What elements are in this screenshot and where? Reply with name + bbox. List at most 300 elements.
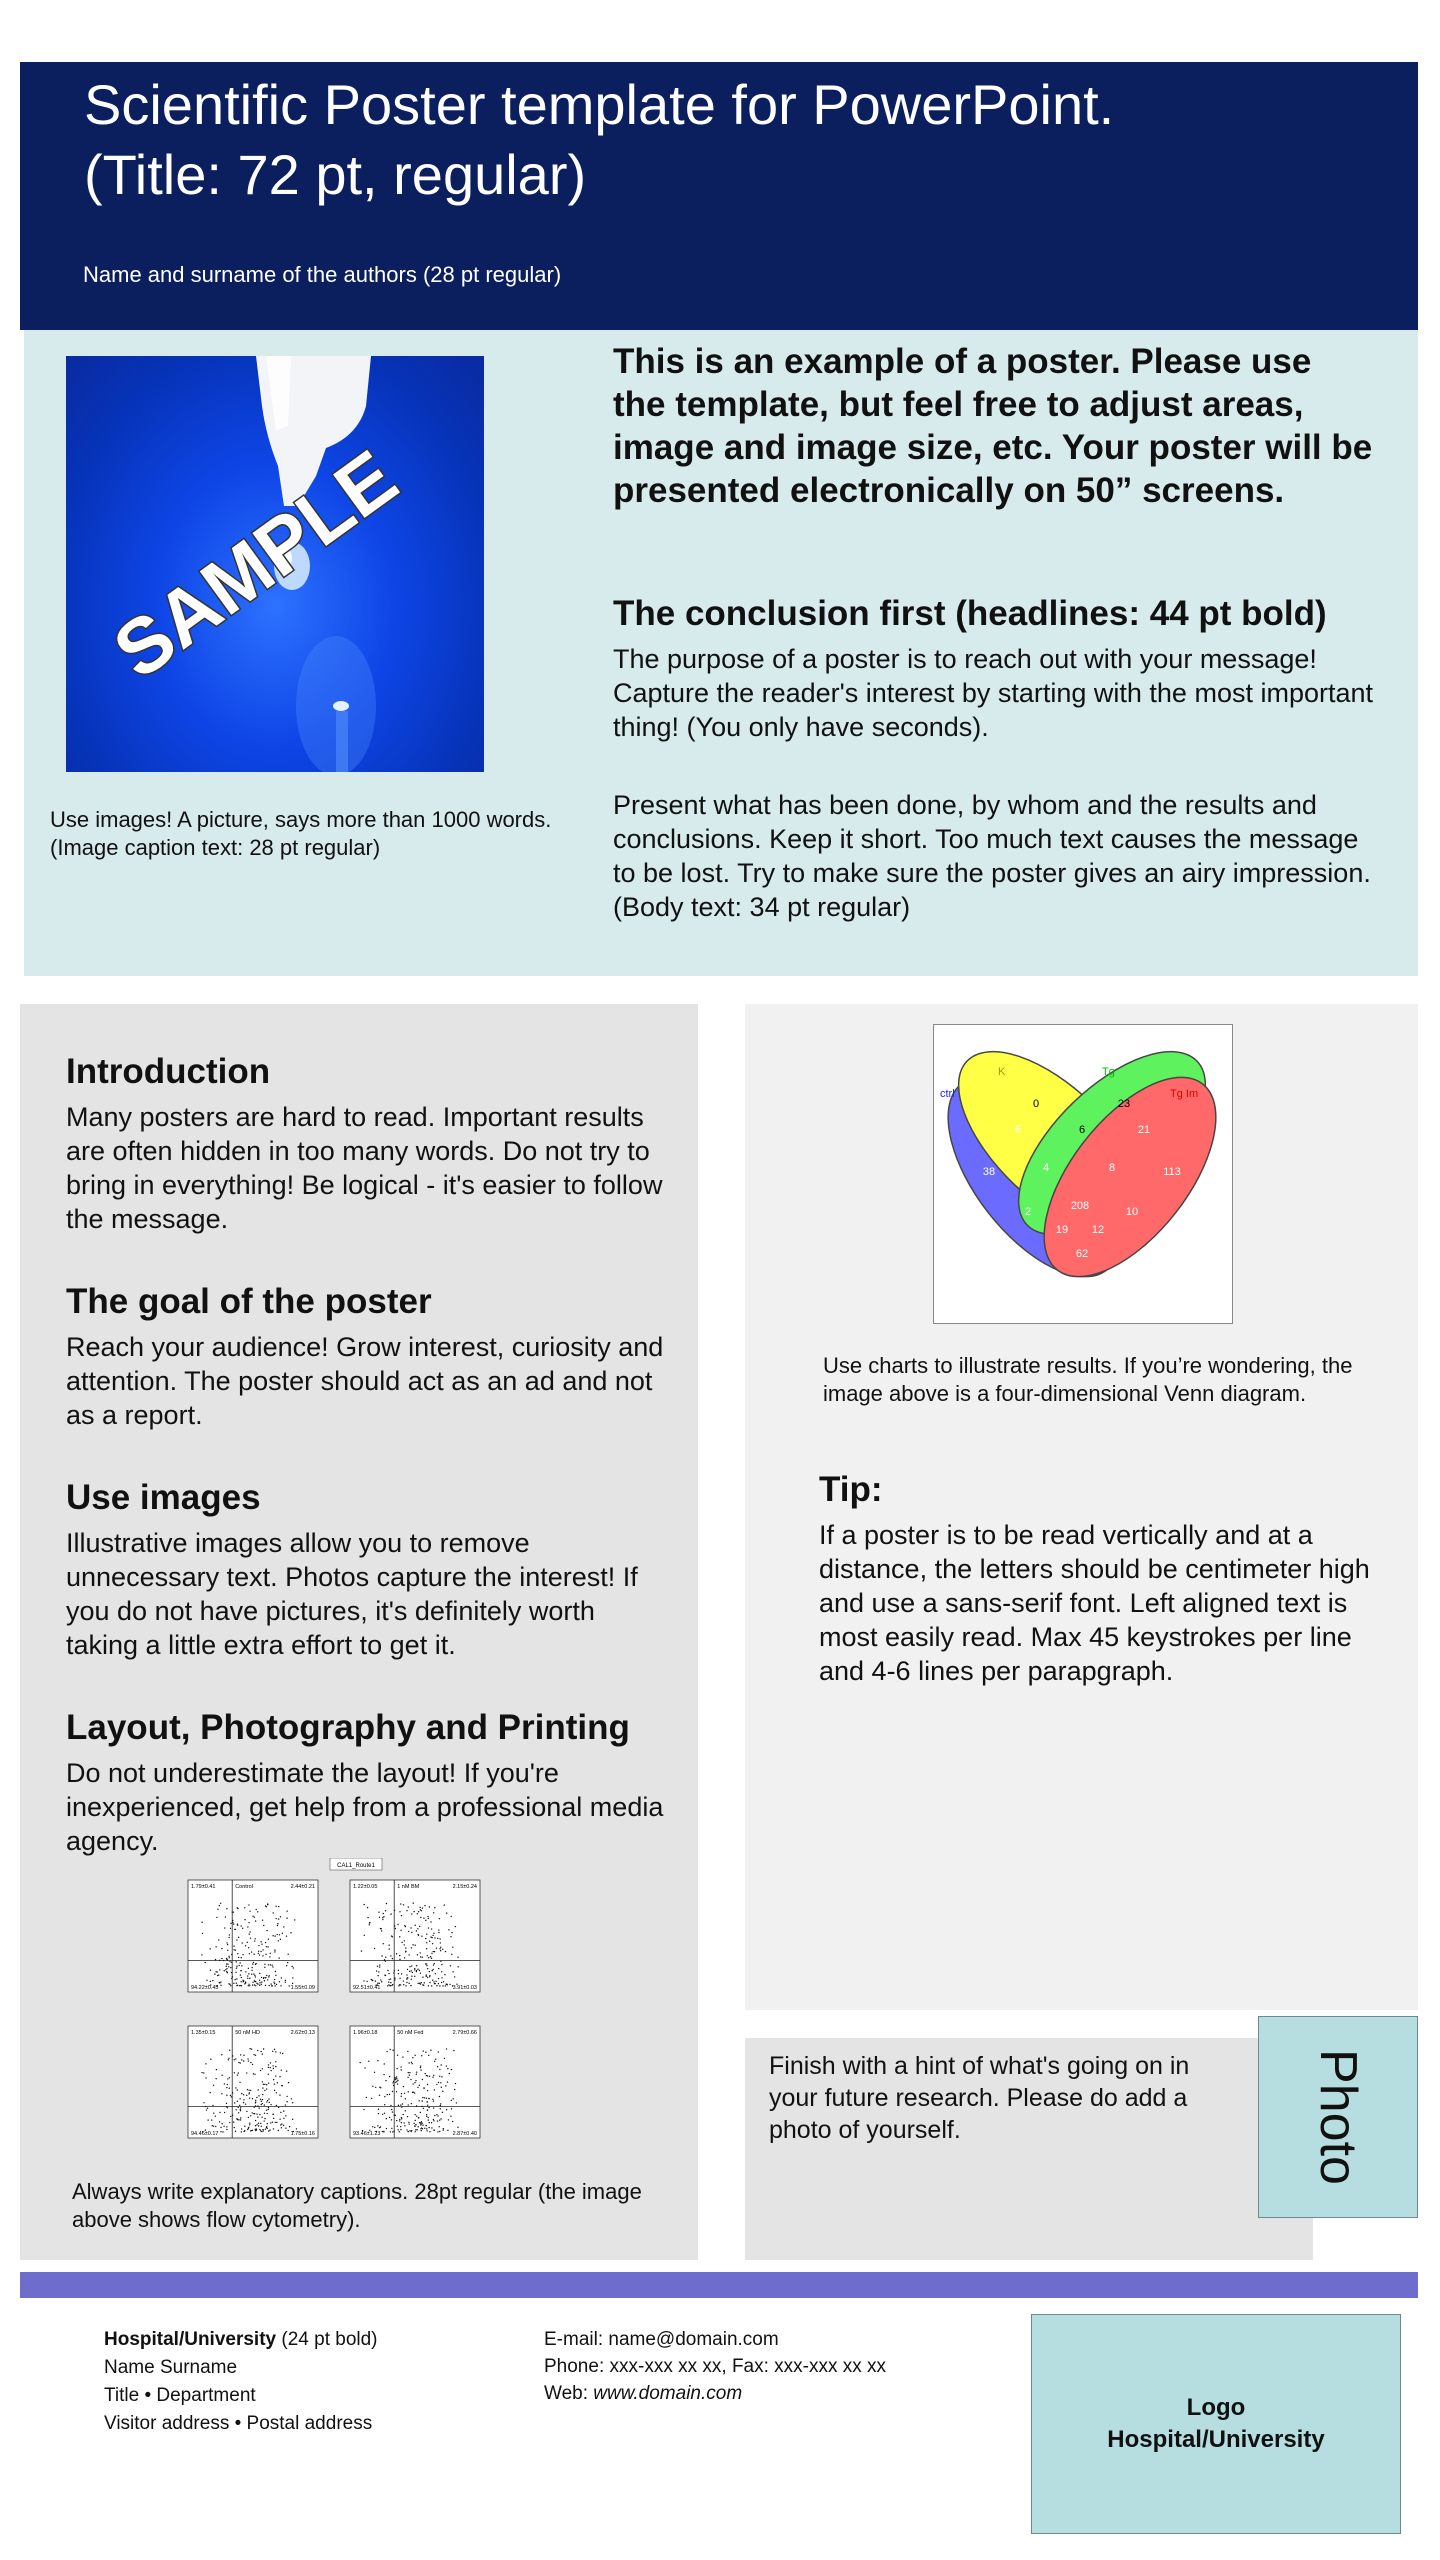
flow-event-dot (231, 1954, 232, 1955)
flow-event-dot (412, 1972, 413, 1973)
flow-event-dot (444, 1974, 445, 1975)
flow-quadrant-value: 1.96±0.18 (353, 2030, 378, 2036)
flow-event-dot (239, 1962, 240, 1963)
flow-event-dot (431, 1958, 432, 1959)
flow-event-dot (259, 2107, 260, 2108)
flow-event-dot (397, 2129, 398, 2130)
flow-event-dot (423, 2087, 424, 2088)
flow-event-dot (210, 1981, 211, 1982)
flow-panel-frame (188, 2026, 318, 2138)
flow-event-dot (422, 2125, 423, 2126)
flow-event-dot (275, 1975, 276, 1976)
flow-event-dot (257, 1983, 258, 1984)
flow-event-dot (405, 1926, 406, 1927)
flow-event-dot (229, 2077, 230, 2078)
flow-event-dot (363, 1980, 364, 1981)
flow-event-dot (267, 1946, 268, 1947)
flow-event-dot (426, 2101, 427, 2102)
venn-count-tgim-only: 113 (1163, 1166, 1181, 1178)
flow-event-dot (226, 1963, 227, 1964)
flow-event-dot (230, 1928, 231, 1929)
flow-event-dot (417, 1983, 418, 1984)
flow-event-dot (420, 1956, 421, 1957)
future-research-box (745, 2038, 1313, 2260)
flow-event-dot (422, 2100, 423, 2101)
flow-event-dot (238, 2107, 239, 2108)
flow-event-dot (409, 1966, 410, 1967)
flow-event-dot (242, 1980, 243, 1981)
goal-heading: The goal of the poster (66, 1282, 432, 1321)
flow-event-dot (266, 1930, 267, 1931)
flow-event-dot (399, 2131, 400, 2132)
flow-event-dot (279, 1934, 280, 1935)
flow-event-dot (379, 1964, 380, 1965)
flow-event-dot (387, 2094, 388, 2095)
flow-event-dot (440, 2082, 441, 2083)
flow-event-dot (410, 1985, 411, 1986)
flow-event-dot (384, 2104, 385, 2105)
flow-event-dot (272, 1966, 273, 1967)
flow-event-dot (420, 2065, 421, 2066)
footer-address: Visitor address • Postal address (104, 2413, 373, 2434)
flow-event-dot (400, 1930, 401, 1931)
flow-event-dot (296, 2128, 297, 2129)
flow-event-dot (418, 1911, 419, 1912)
flow-event-dot (267, 2123, 268, 2124)
flow-event-dot (452, 2098, 453, 2099)
flow-event-dot (411, 1979, 412, 1980)
flow-event-dot (411, 1965, 412, 1966)
flow-event-dot (426, 1933, 427, 1934)
flow-event-dot (450, 1916, 451, 1917)
flow-event-dot (439, 2096, 440, 2097)
flow-event-dot (240, 1974, 241, 1975)
flow-event-dot (382, 1917, 383, 1918)
flow-event-dot (429, 2122, 430, 2123)
flow-event-dot (255, 2100, 256, 2101)
flow-event-dot (414, 1969, 415, 1970)
flow-event-dot (226, 2106, 227, 2107)
flow-event-dot (248, 1973, 249, 1974)
flow-event-dot (382, 1919, 383, 1920)
flow-event-dot (259, 1980, 260, 1981)
flow-event-dot (447, 2068, 448, 2069)
flow-event-dot (371, 2098, 372, 2099)
flow-event-dot (427, 2105, 428, 2106)
flow-event-dot (248, 1922, 249, 1923)
flow-event-dot (409, 2072, 410, 2073)
flow-event-dot (264, 2084, 265, 2085)
flow-event-dot (440, 2103, 441, 2104)
flow-event-dot (281, 2127, 282, 2128)
flow-event-dot (390, 1985, 391, 1986)
flow-event-dot (414, 1945, 415, 1946)
flow-event-dot (253, 2113, 254, 2114)
dropper-illustration (66, 356, 484, 772)
flow-event-dot (226, 1942, 227, 1943)
flow-event-dot (265, 1977, 266, 1978)
flow-event-dot (440, 1947, 441, 1948)
flow-event-dot (400, 2066, 401, 2067)
flow-event-dot (248, 1984, 249, 1985)
flow-event-dot (438, 2082, 439, 2083)
flow-event-dot (228, 2058, 229, 2059)
venn-count-k-only: 0 (1032, 1098, 1040, 1110)
flow-event-dot (258, 2125, 259, 2126)
flow-event-dot (385, 2080, 386, 2081)
flow-event-dot (262, 1955, 263, 1956)
flow-event-dot (264, 1964, 265, 1965)
flow-event-dot (454, 2089, 455, 2090)
flow-event-dot (439, 1985, 440, 1986)
flow-event-dot (226, 2129, 227, 2130)
flow-event-dot (241, 2093, 242, 2094)
footer-phone: Phone: xxx-xxx xx xx, Fax: xxx-xxx xx xx (544, 2356, 887, 2377)
footer-email[interactable]: E-mail: name@domain.com (544, 2329, 779, 2350)
flow-event-dot (377, 1975, 378, 1976)
flow-event-dot (433, 1933, 434, 1934)
flow-event-dot (206, 2109, 207, 2110)
flow-event-dot (431, 1937, 432, 1938)
flow-event-dot (219, 2112, 220, 2113)
flow-quadrant-value: 1.22±0.05 (353, 1884, 378, 1890)
flow-quadrant-value: 3.91±0.03 (452, 1985, 477, 1991)
logo-box (1031, 2314, 1401, 2534)
flow-event-dot (264, 2090, 265, 2091)
flow-event-dot (264, 2104, 265, 2105)
flow-event-dot (257, 2116, 258, 2117)
flow-event-dot (226, 2087, 227, 2088)
flow-event-dot (249, 1953, 250, 1954)
flow-event-dot (226, 2126, 227, 2127)
flow-event-dot (250, 2062, 251, 2063)
flow-event-dot (272, 1935, 273, 1936)
flow-event-dot (243, 2102, 244, 2103)
flow-event-dot (275, 2122, 276, 2123)
flow-event-dot (233, 1945, 234, 1946)
flow-quadrant-value: 1.79±0.41 (191, 1884, 216, 1890)
flow-event-dot (236, 1967, 237, 1968)
flow-event-dot (402, 2103, 403, 2104)
flow-event-dot (436, 2114, 437, 2115)
flow-event-dot (240, 2054, 241, 2055)
flow-event-dot (428, 1927, 429, 1928)
flow-event-dot (389, 1948, 390, 1949)
flow-event-dot (455, 2083, 456, 2084)
flow-event-dot (265, 1954, 266, 1955)
flow-event-dot (248, 1947, 249, 1948)
flow-event-dot (415, 2120, 416, 2121)
flow-event-dot (268, 2064, 269, 2065)
flow-event-dot (249, 2124, 250, 2125)
flow-event-dot (403, 2122, 404, 2123)
flow-event-dot (290, 1932, 291, 1933)
flow-event-dot (379, 2087, 380, 2088)
flow-event-dot (397, 2054, 398, 2055)
flow-event-dot (382, 2131, 383, 2132)
flow-event-dot (235, 1972, 236, 1973)
flow-event-dot (437, 1938, 438, 1939)
flow-event-dot (248, 1985, 249, 1986)
flow-event-dot (381, 1955, 382, 1956)
flow-event-dot (250, 1938, 251, 1939)
flow-event-dot (364, 2067, 365, 2068)
flow-event-dot (446, 2065, 447, 2066)
flow-event-dot (249, 1933, 250, 1934)
flow-event-dot (286, 2096, 287, 2097)
flow-event-dot (431, 1985, 432, 1986)
flow-event-dot (217, 1975, 218, 1976)
flow-event-dot (260, 1941, 261, 1942)
flow-event-dot (283, 2118, 284, 2119)
flow-event-dot (218, 1939, 219, 1940)
flow-event-dot (430, 1956, 431, 1957)
flow-event-dot (256, 2097, 257, 2098)
flow-event-dot (438, 1932, 439, 1933)
flow-event-dot (222, 2131, 223, 2132)
flow-event-dot (430, 1921, 431, 1922)
flow-event-dot (433, 1951, 434, 1952)
flow-event-dot (421, 1982, 422, 1983)
flow-event-dot (420, 1952, 421, 1953)
footer-web-line (544, 2380, 886, 2407)
flow-event-dot (420, 2112, 421, 2113)
flow-quadrant-value: 92.51±0.41 (353, 1985, 381, 1991)
flow-event-dot (242, 1928, 243, 1929)
flow-event-dot (262, 2094, 263, 2095)
flow-event-dot (427, 1916, 428, 1917)
flow-event-dot (433, 2119, 434, 2120)
flow-event-dot (259, 2114, 260, 2115)
flow-event-dot (220, 1985, 221, 1986)
flow-event-dot (232, 1976, 233, 1977)
flow-event-dot (220, 1903, 221, 1904)
flow-event-dot (263, 2130, 264, 2131)
flow-event-dot (277, 2082, 278, 2083)
flow-event-dot (287, 2130, 288, 2131)
flow-event-dot (423, 2050, 424, 2051)
flow-event-dot (392, 2131, 393, 2132)
flow-event-dot (400, 2129, 401, 2130)
flow-event-dot (399, 1978, 400, 1979)
sample-watermark: SAMPLE (97, 433, 413, 696)
flow-event-dot (367, 1907, 368, 1908)
venn-count-ctrl-k: 6 (1014, 1124, 1022, 1136)
flow-event-dot (428, 2117, 429, 2118)
flow-event-dot (430, 2050, 431, 2051)
footer-web-link[interactable]: www.domain.com (593, 2383, 743, 2404)
flow-event-dot (243, 2055, 244, 2056)
flow-event-dot (253, 2073, 254, 2074)
flow-event-dot (437, 2131, 438, 2132)
footer-divider (20, 2272, 1418, 2298)
flow-event-dot (440, 1961, 441, 1962)
flow-panel-label: Control (235, 1884, 253, 1890)
flow-event-dot (388, 1945, 389, 1946)
flow-event-dot (236, 1961, 237, 1962)
flow-event-dot (267, 1979, 268, 1980)
flow-event-dot (402, 2056, 403, 2057)
flow-event-dot (385, 1956, 386, 1957)
flow-event-dot (384, 1975, 385, 1976)
flow-event-dot (228, 1937, 229, 1938)
flow-event-dot (399, 1936, 400, 1937)
flow-event-dot (241, 1942, 242, 1943)
flow-event-dot (408, 1954, 409, 1955)
flow-event-dot (274, 2090, 275, 2091)
flow-event-dot (417, 2126, 418, 2127)
flow-event-dot (405, 1985, 406, 1986)
flow-quadrant-value: 93.46±1.23 (353, 2131, 381, 2137)
flow-event-dot (225, 1969, 226, 1970)
flow-event-dot (213, 2125, 214, 2126)
flow-event-dot (272, 2122, 273, 2123)
flow-event-dot (251, 1970, 252, 1971)
flow-event-dot (431, 1953, 432, 1954)
flow-event-dot (381, 1928, 382, 1929)
venn-count-k-tg: 6 (1078, 1124, 1086, 1136)
flow-event-dot (213, 2113, 214, 2114)
left-column (20, 1004, 698, 2260)
flow-event-dot (215, 1971, 216, 1972)
flow-event-dot (292, 1983, 293, 1984)
flow-event-dot (440, 2118, 441, 2119)
flow-event-dot (234, 2127, 235, 2128)
flow-event-dot (268, 1939, 269, 1940)
flow-event-dot (433, 2130, 434, 2131)
flow-event-dot (375, 2087, 376, 2088)
flow-event-dot (431, 1928, 432, 1929)
flow-event-dot (403, 1984, 404, 1985)
flow-event-dot (404, 2125, 405, 2126)
flow-event-dot (273, 2079, 274, 2080)
flow-event-dot (250, 2090, 251, 2091)
flow-event-dot (267, 2109, 268, 2110)
flow-event-dot (366, 1981, 367, 1982)
flow-event-dot (401, 1915, 402, 1916)
flow-event-dot (274, 2083, 275, 2084)
flow-event-dot (389, 2094, 390, 2095)
flow-event-dot (388, 1973, 389, 1974)
flow-event-dot (403, 1944, 404, 1945)
flow-event-dot (443, 2129, 444, 2130)
venn-count-tg-only: 23 (1117, 1098, 1131, 1110)
flow-event-dot (237, 2089, 238, 2090)
flow-event-dot (231, 1962, 232, 1963)
flow-event-dot (241, 1977, 242, 1978)
flow-event-dot (227, 2107, 228, 2108)
flow-event-dot (211, 2119, 212, 2120)
flow-event-dot (450, 2116, 451, 2117)
flow-event-dot (270, 2070, 271, 2071)
flow-event-dot (244, 1919, 245, 1920)
flow-event-dot (237, 2119, 238, 2120)
flow-event-dot (231, 1978, 232, 1979)
flow-event-dot (241, 1925, 242, 1926)
flow-event-dot (292, 2102, 293, 2103)
flow-event-dot (228, 1956, 229, 1957)
flow-event-dot (227, 1944, 228, 1945)
flow-event-dot (405, 1951, 406, 1952)
flow-event-dot (218, 1974, 219, 1975)
flow-event-dot (254, 1975, 255, 1976)
flow-event-dot (247, 1978, 248, 1979)
flow-panel-frame (350, 1880, 480, 1992)
flow-event-dot (276, 2122, 277, 2123)
flow-event-dot (396, 2068, 397, 2069)
flow-event-dot (228, 2059, 229, 2060)
flow-event-dot (394, 1970, 395, 1971)
flow-event-dot (283, 2110, 284, 2111)
flow-event-dot (275, 2061, 276, 2062)
flow-event-dot (437, 2066, 438, 2067)
flow-event-dot (221, 2054, 222, 2055)
flow-event-dot (399, 1911, 400, 1912)
flow-event-dot (240, 2119, 241, 2120)
flow-event-dot (219, 1960, 220, 1961)
flow-event-dot (258, 2095, 259, 2096)
flow-event-dot (281, 1977, 282, 1978)
flow-event-dot (368, 2061, 369, 2062)
flow-event-dot (286, 2070, 287, 2071)
flow-event-dot (226, 2103, 227, 2104)
flow-event-dot (248, 2090, 249, 2091)
flow-event-dot (287, 1962, 288, 1963)
flow-event-dot (421, 2106, 422, 2107)
flow-event-dot (451, 2069, 452, 2070)
flow-event-dot (273, 2128, 274, 2129)
flow-event-dot (237, 1923, 238, 1924)
flow-event-dot (266, 2084, 267, 2085)
goal-body: Reach your audience! Grow interest, curiosity and attention. The poster should act as an ad and not as a report. (66, 1332, 664, 1430)
flow-event-dot (439, 2119, 440, 2120)
flow-event-dot (255, 1938, 256, 1939)
flow-event-dot (439, 1918, 440, 1919)
flow-event-dot (392, 2091, 393, 2092)
logo-placeholder (1032, 2315, 1400, 2533)
flow-event-dot (246, 2072, 247, 2073)
flow-event-dot (233, 1983, 234, 1984)
flow-event-dot (434, 1983, 435, 1984)
flow-event-dot (264, 1967, 265, 1968)
flow-event-dot (420, 2123, 421, 2124)
flow-event-dot (266, 2127, 267, 2128)
flow-event-dot (404, 1940, 405, 1941)
flow-event-dot (408, 2062, 409, 2063)
flow-event-dot (444, 1904, 445, 1905)
flow-event-dot (217, 1971, 218, 1972)
flow-event-dot (422, 2128, 423, 2129)
flow-event-dot (406, 1982, 407, 1983)
flow-event-dot (392, 2082, 393, 2083)
future-research-text: Finish with a hint of what's going on in your future research. Please do add a photo of yourself. (769, 2052, 1190, 2144)
flow-event-dot (260, 1951, 261, 1952)
flow-event-dot (390, 1913, 391, 1914)
flow-event-dot (397, 2083, 398, 2084)
flow-event-dot (408, 2104, 409, 2105)
flow-event-dot (255, 1985, 256, 1986)
flow-event-dot (221, 2093, 222, 2094)
flow-event-dot (229, 2088, 230, 2089)
flow-event-dot (286, 2101, 287, 2102)
flow-event-dot (261, 2101, 262, 2102)
flow-event-dot (207, 2119, 208, 2120)
flow-event-dot (279, 2094, 280, 2095)
flow-event-dot (416, 1930, 417, 1931)
flow-event-dot (401, 2122, 402, 2123)
flow-event-dot (450, 1965, 451, 1966)
flow-event-dot (443, 1981, 444, 1982)
